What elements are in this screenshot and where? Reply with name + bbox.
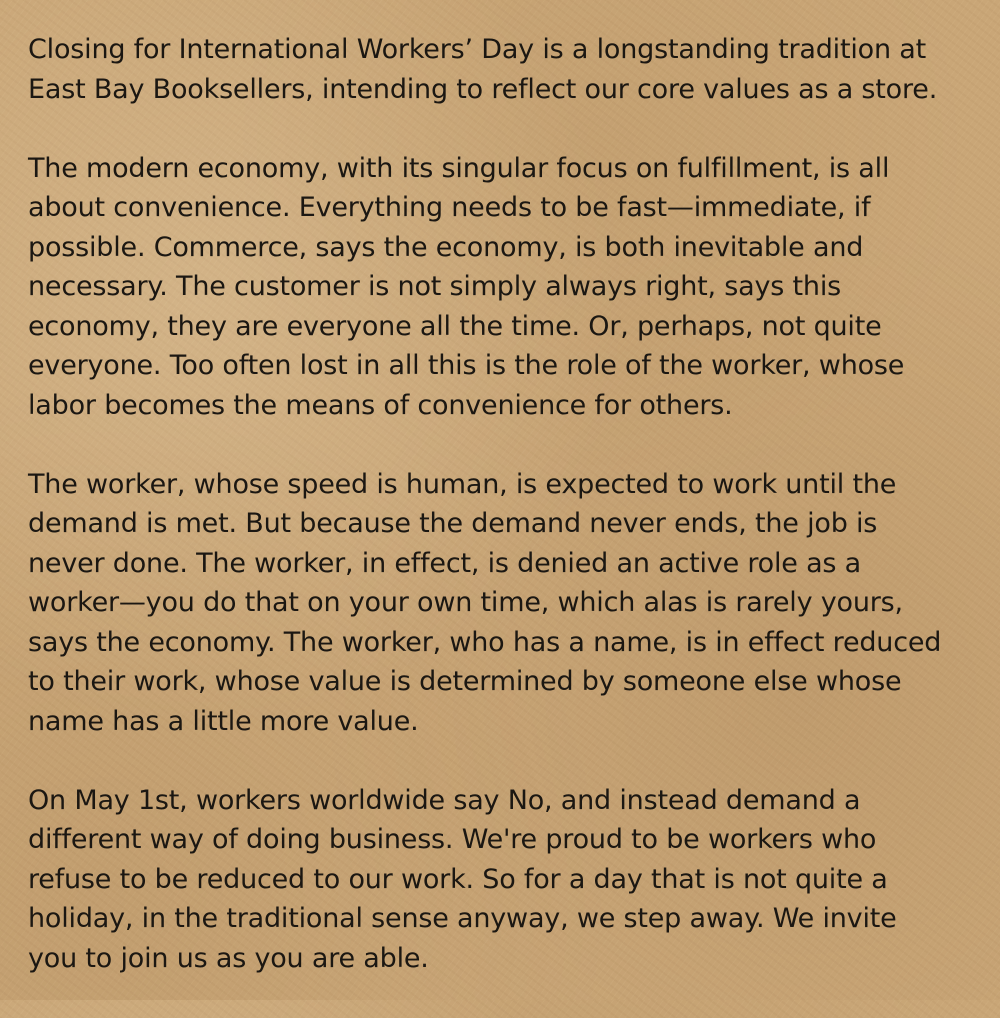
text-line: holiday, in the traditional sense anyway, we step away. We invite: [28, 903, 897, 934]
text-line: worker—you do that on your own time, which alas is rarely yours,: [28, 587, 903, 618]
paragraph-may-first: [28, 781, 978, 979]
text-line: name has a little more value.: [28, 705, 419, 737]
text-line: possible. Commerce, says the economy, is both inevitable and: [28, 231, 864, 263]
paragraph-intro: [28, 30, 978, 109]
text-line: labor becomes the means of convenience for others.: [28, 389, 733, 421]
text-line: The worker, whose speed is human, is expected to work until the: [28, 468, 897, 500]
text-line: never done. The worker, in effect, is denied an active role as a: [28, 547, 862, 579]
text-line: East Bay Booksellers, intending to reflect our core values as a store.: [28, 73, 938, 105]
text-line: Closing for International Workers’ Day is a longstanding tradition at: [28, 34, 926, 65]
text-line: different way of doing business. We're proud to be workers who: [28, 824, 877, 855]
notice-text-block: [28, 30, 978, 1018]
text-line: demand is met. But because the demand never ends, the job is: [28, 508, 878, 539]
paragraph-the-worker: [28, 465, 978, 742]
text-line: says the economy. The worker, who has a name, is in effect reduced: [28, 626, 942, 658]
text-line: you to join us as you are able.: [28, 942, 429, 974]
text-line: On May 1st, workers worldwide say No, and instead demand a: [28, 784, 861, 816]
text-line: The modern economy, with its singular focus on fulfillment, is all: [28, 152, 890, 184]
text-line: to their work, whose value is determined by someone else whose: [28, 666, 902, 697]
text-line: economy, they are everyone all the time. Or, perhaps, not quite: [28, 310, 882, 342]
text-line: refuse to be reduced to our work. So for a day that is not quite a: [28, 863, 888, 895]
paragraph-modern-economy: [28, 149, 978, 426]
text-line: necessary. The customer is not simply always right, says this: [28, 271, 842, 302]
text-line: everyone. Too often lost in all this is the role of the worker, whose: [28, 350, 905, 381]
text-line: about convenience. Everything needs to be fast—immediate, if: [28, 192, 871, 223]
